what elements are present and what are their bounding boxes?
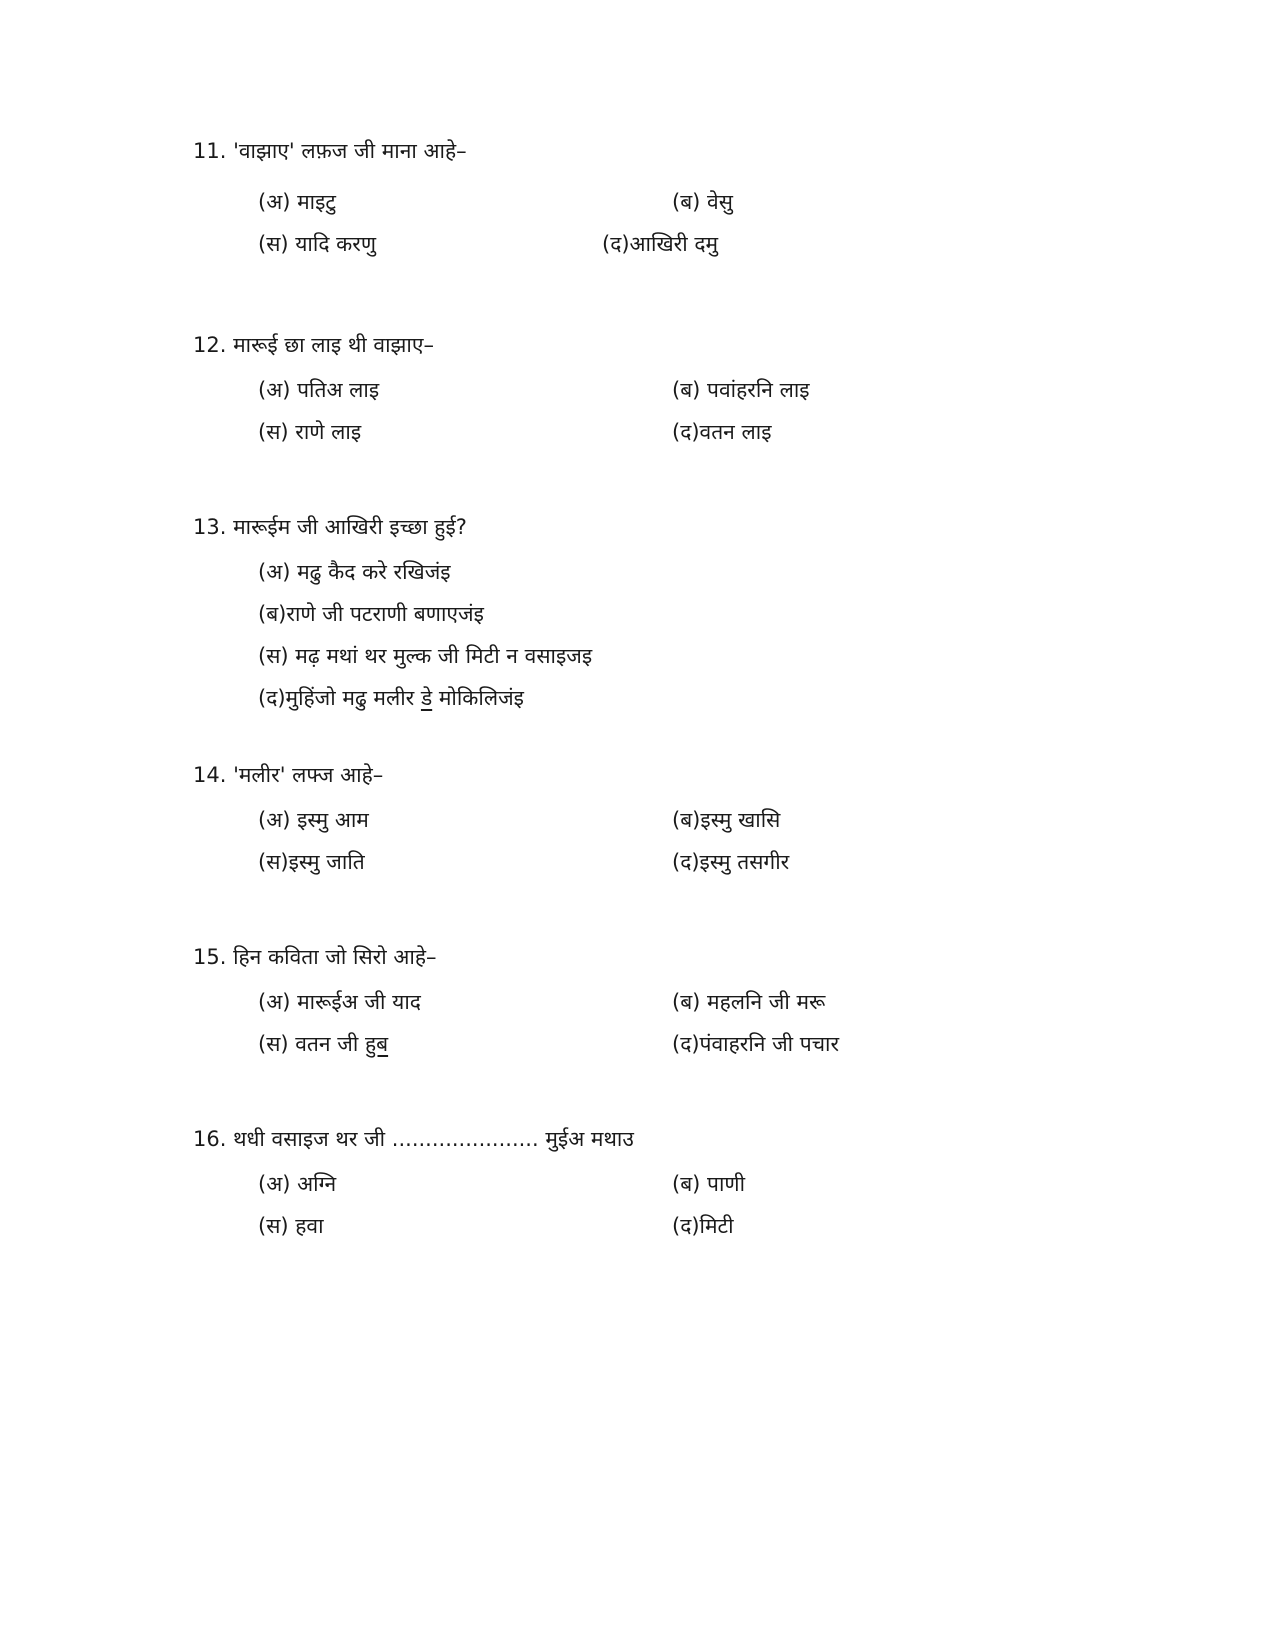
question-text: 11. 'वाझाए' लफ़ज जी माना आहे– xyxy=(193,139,467,163)
option-c: (स) मढ़ मथां थर मुल्क जी मिटी न वसाइजइ xyxy=(258,644,593,668)
option-a: (अ) मारूईअ जी याद xyxy=(258,990,421,1014)
option-c: (स) राणे लाइ xyxy=(258,420,362,444)
option-c: (स) हवा xyxy=(258,1214,324,1238)
option-a: (अ) पतिअ लाइ xyxy=(258,378,380,402)
option-b: (ब) महलनि जी मरू xyxy=(672,990,826,1014)
option-a: (अ) इस्मु आम xyxy=(258,808,369,832)
option-d: (द)मुहिंजो मढु मलीर डे मोकिलिजंइ xyxy=(258,686,524,710)
option-d: (द)इस्मु तसगीर xyxy=(672,850,790,874)
question-text: 12. मारूई छा लाइ थी वाझाए– xyxy=(193,333,434,357)
question-13 xyxy=(0,512,1275,552)
question-11 xyxy=(0,136,1275,176)
option-b: (ब)राणे जी पटराणी बणाएजंइ xyxy=(258,602,484,626)
question-16 xyxy=(0,1124,1275,1164)
question-text: 13. मारूईम जी आखिरी इच्छा हुई? xyxy=(193,515,467,539)
question-text: 16. थधी वसाइज थर जी ...................... मुईअ मथाउ xyxy=(193,1127,634,1151)
option-d: (द)आखिरी दमु xyxy=(602,232,719,256)
question-14 xyxy=(0,760,1275,800)
option-d: (द)मिटी xyxy=(672,1214,734,1238)
option-d: (द)वतन लाइ xyxy=(672,420,772,444)
option-a: (अ) मढु कैद करे रखिजंइ xyxy=(258,560,451,584)
option-c: (स)इस्मु जाति xyxy=(258,850,365,874)
question-12 xyxy=(0,330,1275,370)
option-b: (ब) पाणी xyxy=(672,1172,746,1196)
option-c: (स) वतन जी हुब xyxy=(258,1032,389,1056)
option-b: (ब) वेसु xyxy=(672,190,733,214)
option-a: (अ) अग्नि xyxy=(258,1172,337,1196)
question-text: 14. 'मलीर' लफ्ज आहे– xyxy=(193,763,384,787)
question-15 xyxy=(0,942,1275,982)
option-b: (ब) पवांहरनि लाइ xyxy=(672,378,810,402)
option-b: (ब)इस्मु खासि xyxy=(672,808,781,832)
option-a: (अ) माइटु xyxy=(258,190,336,214)
question-text: 15. हिन कविता जो सिरो आहे– xyxy=(193,945,437,969)
option-d: (द)पंवाहरनि जी पचार xyxy=(672,1032,840,1056)
option-c: (स) यादि करणु xyxy=(258,232,377,256)
